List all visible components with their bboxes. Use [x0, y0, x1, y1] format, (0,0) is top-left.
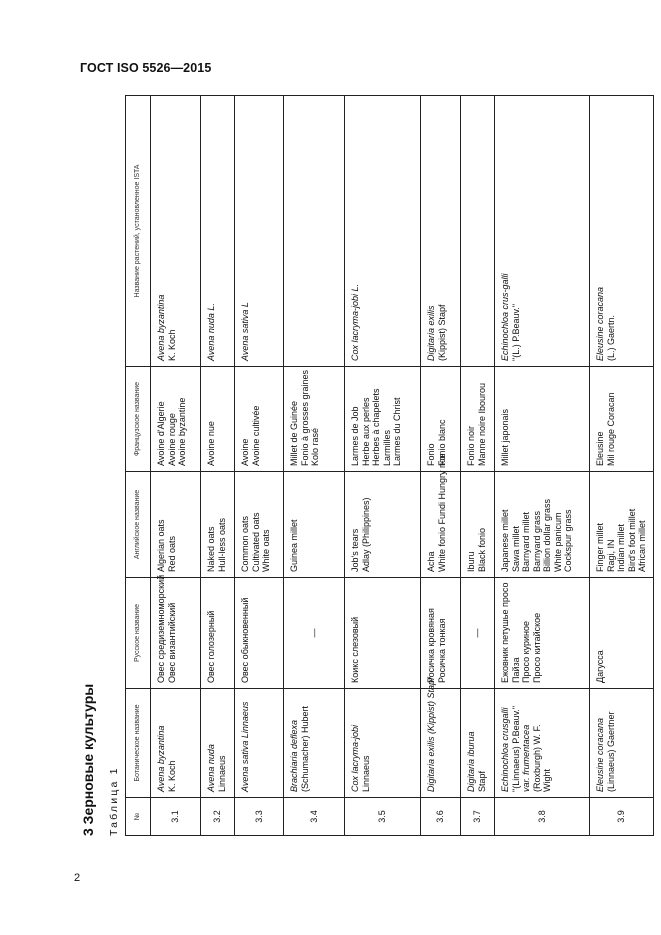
- cell-line: "(L.) P.Beauv.": [510, 303, 521, 361]
- table-row: [461, 96, 495, 836]
- cell-english: [495, 472, 590, 578]
- cell-line: Adlay (Philippines): [360, 497, 371, 572]
- cell-line: Black fonio: [476, 527, 487, 572]
- cell-line: Finger millet: [595, 522, 605, 572]
- cell-french: [345, 367, 421, 472]
- cell-line: Wight: [542, 768, 553, 792]
- table-row: [235, 96, 284, 836]
- cell-line: Brachiaria deflexa: [289, 719, 299, 792]
- cell-line: Herbes à chapelets: [371, 388, 382, 466]
- cell-botanical: [421, 677, 461, 798]
- cell-line: Avena byzantina: [156, 725, 166, 792]
- cell-line: Digitaria exilis (Kippist) Stapf: [426, 677, 436, 792]
- cell-russian: [421, 578, 461, 689]
- col-header-french: Французское название: [126, 367, 151, 472]
- cell-line: Fonio noir: [466, 425, 476, 466]
- cell-ista: [201, 96, 235, 367]
- cell-line: Larmes du Christ: [392, 397, 403, 466]
- cell-number: 3.8: [495, 798, 590, 836]
- cell-ista: [495, 96, 590, 367]
- cell-line: Hull-less oats: [216, 517, 227, 572]
- cell-line: White oats: [261, 529, 272, 572]
- section-title: 3 Зерновые культуры: [80, 683, 96, 836]
- table-row: [201, 96, 235, 836]
- cell-line: Barnyard millet: [521, 511, 532, 572]
- table-row: [590, 96, 654, 836]
- cell-line: K. Koch: [166, 760, 177, 792]
- cell-ista: [345, 96, 421, 367]
- cell-line: Linnaeus: [216, 755, 227, 792]
- cell-botanical: [345, 689, 421, 798]
- cell-line: Росичка кровяная: [426, 608, 436, 683]
- cell-line: Avoine byzantine: [177, 397, 188, 466]
- cell-english: [201, 472, 235, 578]
- cell-line: Avena byzantina: [156, 294, 166, 361]
- cell-english: [284, 472, 345, 578]
- table-row: [284, 96, 345, 836]
- cell-english: [421, 453, 461, 578]
- cell-english: [590, 472, 654, 578]
- table-body: [151, 96, 654, 836]
- cell-botanical: [461, 689, 495, 798]
- cell-english: [235, 472, 284, 578]
- cell-line: Росичка тонкая: [436, 618, 447, 683]
- cell-line: Barnyard grass: [531, 510, 542, 572]
- col-header-botanical: Ботаническое название: [126, 689, 151, 798]
- cell-line: Millet japonais: [500, 408, 510, 466]
- cell-line: Larmilles: [381, 429, 392, 466]
- cell-line: Овес обыкновенный: [240, 597, 250, 683]
- cell-line: (Roxburgh) W. F.: [531, 724, 542, 792]
- cell-line: Japanese millet: [500, 509, 510, 572]
- cell-line: Cox lacryma-jobi: [350, 724, 360, 792]
- cell-line: Eleusine coracana: [595, 286, 605, 361]
- cell-line: Avoine: [240, 438, 250, 466]
- cell-line: Bird's foot millet: [626, 508, 637, 572]
- cell-line: Manne noire Ibourou: [476, 382, 487, 466]
- cell-number: 3.1: [151, 798, 201, 836]
- cell-french: [461, 367, 495, 472]
- cell-line: Herbe aux perles: [360, 397, 371, 466]
- cell-line: Avoine rouge: [166, 413, 177, 466]
- table-row: [495, 96, 590, 836]
- cell-line: (Linnaeus) Gaertner: [605, 711, 616, 792]
- col-header-number: №: [126, 798, 151, 836]
- cell-number: 3.4: [284, 798, 345, 836]
- standard-header: ГОСТ ISO 5526—2015: [80, 61, 212, 75]
- cell-line: Echinochloa crusgalli: [500, 707, 510, 792]
- col-header-english: Английское название: [126, 472, 151, 578]
- cell-number: 3.2: [201, 798, 235, 836]
- cell-line: Avoine cultivée: [250, 405, 261, 466]
- rotated-content: [80, 96, 648, 836]
- cell-line: Пайза: [510, 657, 521, 683]
- cell-french: [284, 367, 345, 472]
- cell-botanical: [235, 689, 284, 798]
- cell-botanical: [590, 689, 654, 798]
- cell-line: —: [472, 628, 483, 638]
- cell-line: Eleusine coracana: [595, 717, 605, 792]
- cell-ista: [590, 96, 654, 367]
- cell-botanical: [151, 689, 201, 798]
- cell-line: Avena sativa Linnaeus: [240, 701, 250, 792]
- cell-french: [201, 367, 235, 472]
- cell-english: [151, 472, 201, 578]
- cell-line: Коикс слезовый: [350, 616, 360, 683]
- cell-line: Fonio blanc: [436, 419, 447, 466]
- cell-line: Iburu: [466, 551, 476, 572]
- cell-line: Red oats: [166, 535, 177, 572]
- cell-russian: [461, 578, 495, 689]
- cell-ista: [284, 96, 345, 367]
- cell-line: Common oats: [240, 515, 250, 572]
- cell-line: Avena sativa L: [240, 302, 250, 361]
- cell-botanical: [284, 689, 345, 798]
- col-header-russian: Русское название: [126, 578, 151, 689]
- cell-russian: [495, 578, 590, 689]
- cell-line: Avoine nue: [206, 421, 216, 466]
- table-row: [151, 96, 201, 836]
- cell-line: Fonio: [426, 443, 436, 466]
- cell-line: Cox lacryma-jobi L.: [350, 283, 360, 361]
- cell-russian: [151, 574, 201, 689]
- cell-number: 3.6: [421, 798, 461, 836]
- cell-english: [345, 472, 421, 578]
- table-header-row: [126, 96, 151, 836]
- cell-line: Job's tears: [350, 528, 360, 572]
- cell-russian: [284, 578, 345, 689]
- cell-line: Avena nuda: [206, 744, 216, 792]
- cell-line: Ежовник петушье просо: [500, 582, 510, 683]
- cell-line: African millet: [637, 520, 648, 572]
- cell-line: (Kippist) Stapf: [436, 304, 447, 361]
- cell-line: Digitaria exilis: [426, 305, 436, 361]
- cell-ista: [421, 96, 461, 367]
- cell-line: (L.) Gaertn.: [605, 314, 616, 361]
- cell-botanical: [495, 689, 590, 798]
- page-number: 2: [74, 872, 81, 884]
- cell-line: Echinochloa crus-galli: [500, 273, 510, 361]
- cell-line: (Schumacher) Hubert: [299, 705, 310, 792]
- cell-french: [590, 367, 654, 472]
- cell-french: [421, 367, 461, 472]
- cell-line: Stapf: [476, 770, 487, 792]
- cell-line: Avena nuda L.: [206, 303, 216, 361]
- col-header-ista: Название растений, установленное ISTA: [126, 96, 151, 367]
- cell-russian: [590, 578, 654, 689]
- cell-line: Просо куриное: [521, 620, 532, 683]
- cell-line: Indian millet: [616, 523, 627, 572]
- cell-line: Naked oats: [206, 526, 216, 572]
- cell-line: Avoine d'Algerie: [156, 401, 166, 466]
- cell-line: Linnaeus: [360, 755, 371, 792]
- cell-line: Kolo rasé: [310, 427, 321, 466]
- cell-french: [495, 367, 590, 472]
- cell-line: "(Linnaeus) P.Beauv.": [510, 705, 521, 792]
- cell-line: K. Koch: [166, 329, 177, 361]
- cell-number: 3.3: [235, 798, 284, 836]
- cell-line: —: [308, 628, 319, 638]
- cell-line: Billion dollar grass: [542, 498, 553, 572]
- cell-line: Acha: [426, 551, 436, 572]
- cell-russian: [201, 578, 235, 689]
- cell-english: [461, 472, 495, 578]
- cell-line: Cockspur grass: [563, 509, 574, 572]
- cell-line: Овес голозерный: [206, 610, 216, 683]
- cell-line: Ragi, IN: [605, 539, 616, 572]
- cell-line: Digitaria iburua: [466, 731, 476, 792]
- cell-line: Sawa millet: [510, 525, 521, 572]
- crops-table: [125, 95, 654, 836]
- cell-ista: [235, 96, 284, 367]
- cell-number: 3.9: [590, 798, 654, 836]
- cell-line: Просо китайское: [531, 612, 542, 683]
- cell-ista: [461, 96, 495, 367]
- cell-botanical: [201, 689, 235, 798]
- cell-line: Овес средиземноморский: [156, 574, 166, 683]
- cell-line: var. frumentacea: [521, 724, 532, 792]
- cell-line: White panicum: [552, 512, 563, 572]
- cell-line: Fonio à grosses graines: [299, 369, 310, 466]
- table-row: [345, 96, 421, 836]
- cell-french: [151, 367, 201, 472]
- cell-ista: [151, 96, 201, 367]
- cell-line: Cultivated oats: [250, 512, 261, 572]
- table-caption: Таблица 1: [108, 766, 120, 836]
- cell-number: 3.7: [461, 798, 495, 836]
- cell-line: Algerian oats: [156, 519, 166, 572]
- cell-line: Eleusine: [595, 431, 605, 466]
- cell-line: Millet de Guinée: [289, 400, 299, 466]
- cell-number: 3.5: [345, 798, 421, 836]
- cell-line: Дагусса: [595, 650, 605, 683]
- table-row: [421, 96, 461, 836]
- cell-line: Larmes de Job: [350, 406, 360, 466]
- cell-russian: [345, 578, 421, 689]
- cell-french: [235, 367, 284, 472]
- cell-line: Mil rouge Coracan: [605, 392, 616, 466]
- cell-line: White fonio Fundi Hungry rice: [436, 453, 447, 572]
- cell-line: Guinea millet: [289, 519, 299, 572]
- cell-line: Овес византийский: [166, 602, 177, 683]
- cell-russian: [235, 578, 284, 689]
